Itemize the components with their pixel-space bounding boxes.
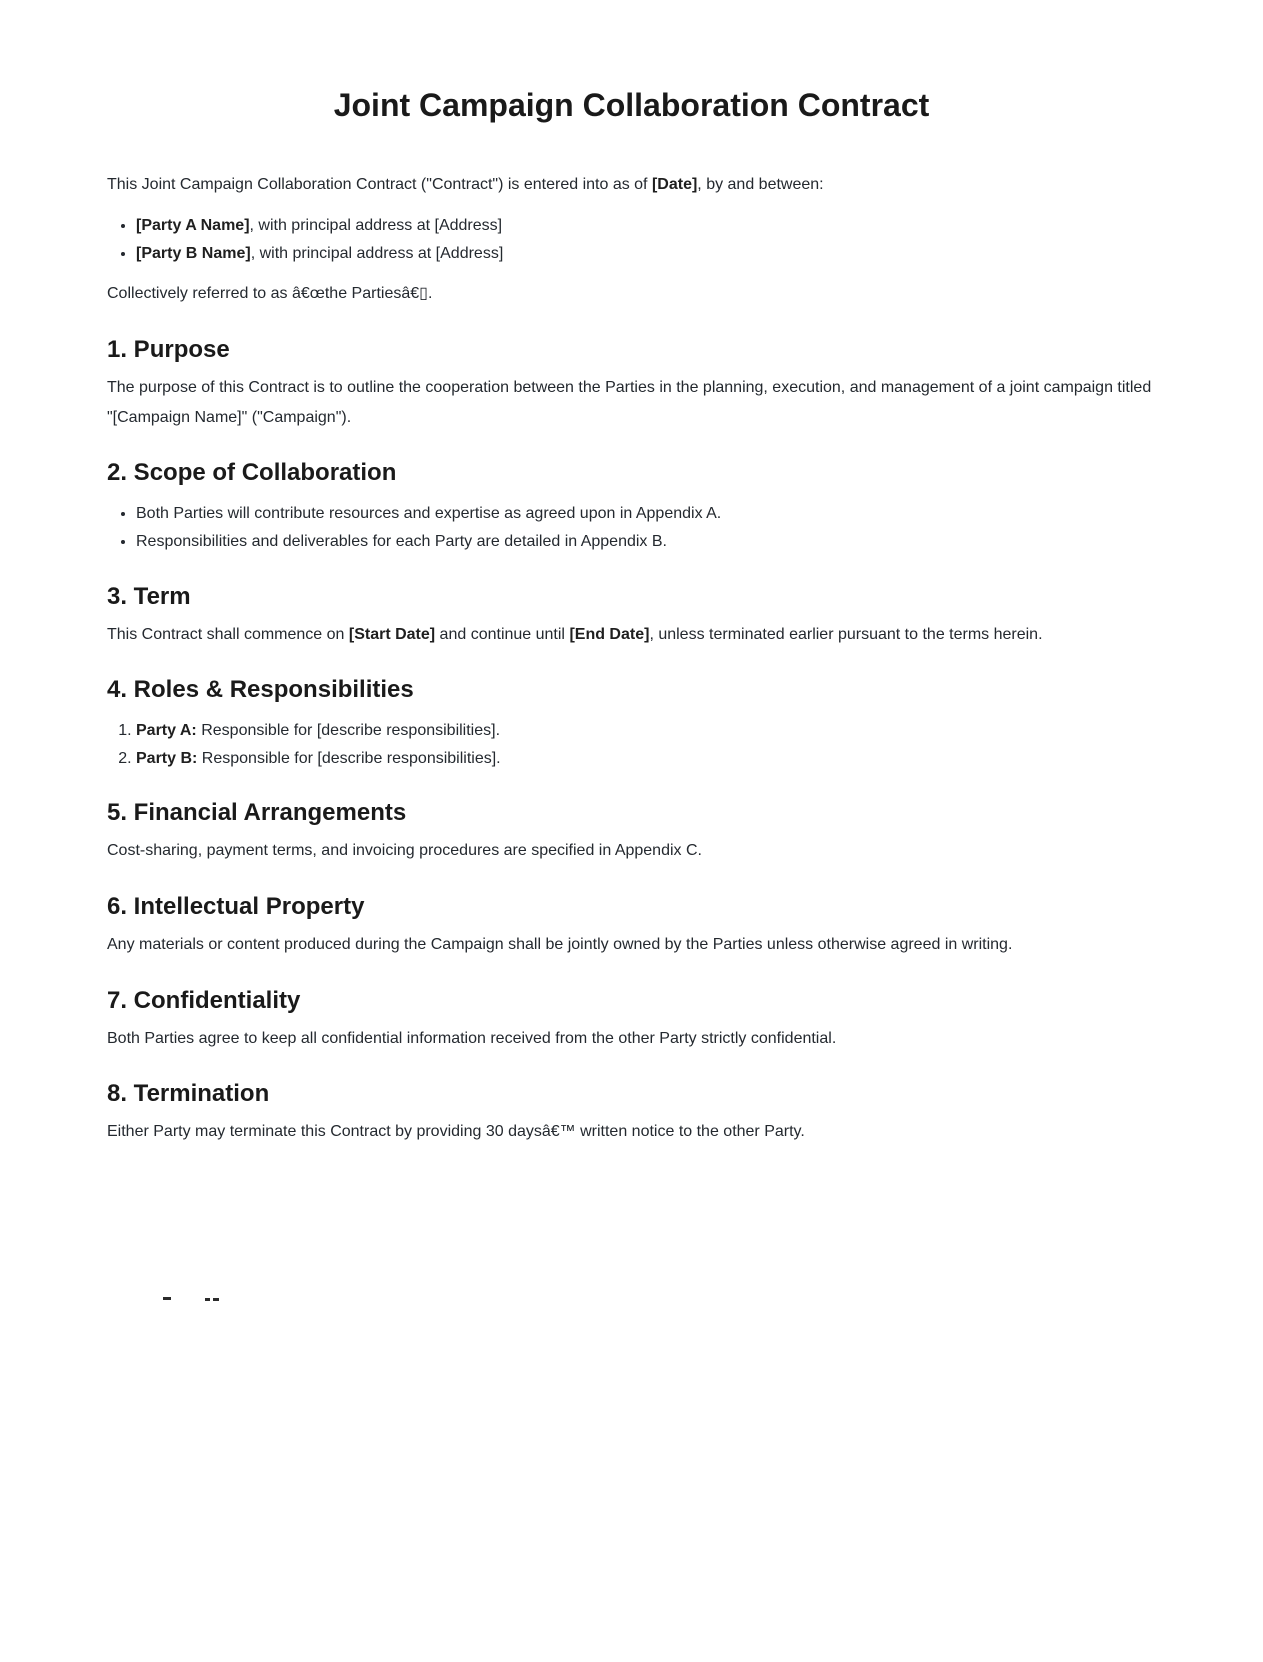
party-b-rest: , with principal address at [Address] — [250, 245, 504, 263]
financial-paragraph: Cost-sharing, payment terms, and invoicing procedures are specified in Appendix C. — [107, 842, 702, 860]
party-b-name: [Party B Name] — [136, 245, 251, 263]
role-party-b-text: Responsible for [describe responsibilities]. — [197, 750, 501, 768]
term-text-post: , unless terminated earlier pursuant to the terms herein. — [649, 625, 1043, 643]
section-heading-term: 3. Term — [107, 582, 191, 610]
confidentiality-paragraph: Both Parties agree to keep all confidential information received from the other Party strictly confidential. — [107, 1029, 837, 1047]
party-b-item — [136, 240, 1156, 267]
clipped-text-fragment — [163, 1297, 171, 1300]
role-party-a-label: Party A: — [136, 722, 197, 740]
role-item-party-a — [136, 717, 1156, 744]
scope-list — [107, 500, 1156, 555]
ip-paragraph: Any materials or content produced during the Campaign shall be jointly owned by the Parties unless otherwise agreed in writing. — [107, 936, 1013, 954]
role-party-a-text: Responsible for [describe responsibilities]. — [196, 722, 501, 740]
section-heading-financial: 5. Financial Arrangements — [107, 799, 407, 827]
end-date-placeholder: [End Date] — [569, 625, 650, 643]
parties-list — [107, 212, 1156, 267]
intro-text-pre: This Joint Campaign Collaboration Contract ("Contract") is entered into as of — [107, 176, 652, 194]
section-heading-purpose: 1. Purpose — [107, 335, 230, 363]
term-text-mid: and continue until — [435, 625, 570, 643]
purpose-paragraph: The purpose of this Contract is to outline the cooperation between the Parties in the planning, execution, and management of a joint campaign titled "[Campaign Name]" ("Campaign"). — [107, 378, 1152, 426]
party-a-item — [136, 212, 1156, 239]
clipped-text-fragment — [205, 1298, 210, 1301]
party-a-name: [Party A Name] — [136, 216, 250, 234]
scope-item-1: • Both Parties will contribute resources and expertise as agreed upon in Appendix A. — [136, 500, 1156, 527]
collective-note: Collectively referred to as â€œthe Partiesâ€▯. — [107, 285, 433, 303]
date-placeholder: [Date] — [651, 176, 698, 194]
scope-item-2: • Responsibilities and deliverables for each Party are detailed in Appendix B. — [136, 528, 1156, 555]
party-a-rest: , with principal address at [Address] — [249, 216, 503, 234]
intro-paragraph — [107, 170, 1156, 200]
intro-text-post: , by and between: — [697, 176, 824, 194]
clipped-text-fragment — [213, 1298, 219, 1301]
section-heading-confidentiality: 7. Confidentiality — [107, 986, 301, 1014]
section-heading-roles: 4. Roles & Responsibilities — [107, 676, 414, 704]
section-heading-ip: 6. Intellectual Property — [107, 893, 365, 921]
role-party-b-label: Party B: — [136, 750, 198, 768]
document-title: Joint Campaign Collaboration Contract — [333, 87, 930, 123]
term-paragraph — [107, 620, 1156, 650]
termination-paragraph: Either Party may terminate this Contract by providing 30 daysâ€™ written notice to the other Party. — [107, 1123, 805, 1141]
section-heading-termination: 8. Termination — [107, 1080, 270, 1108]
term-text-pre: This Contract shall commence on — [107, 625, 349, 643]
start-date-placeholder: [Start Date] — [348, 625, 436, 643]
role-item-party-b — [136, 745, 1156, 772]
roles-list — [107, 717, 1156, 772]
section-heading-scope: 2. Scope of Collaboration — [107, 459, 397, 487]
